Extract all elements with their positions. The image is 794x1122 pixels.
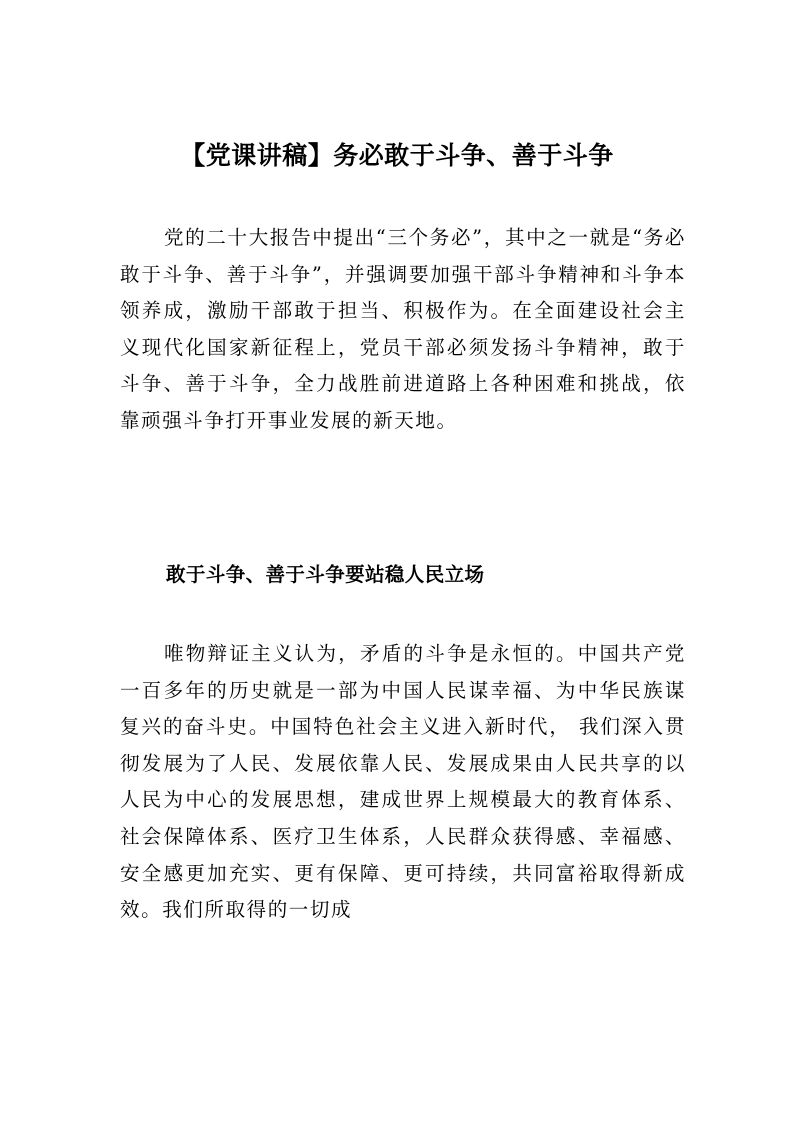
intro-paragraph: 党的二十大报告中提出“三个务必”，其中之一就是“务必敢于斗争、善于斗争”，并强调要加强干部斗争精神和斗争本领养成，激励干部敢于担当、积极作为。在全面建设社会主义现代化国家新征程上，党员干部必须发扬斗争精神，敢于斗争、善于斗争，全力战胜前进道路上各种困难和挑战，依靠顽强斗争打开事业发展的新天地。 [120,226,686,432]
body-paragraph: 唯物辩证主义认为，矛盾的斗争是永恒的。中国共产党一百多年的历史就是一部为中国人民谋幸福、为中华民族谋复兴的奋斗史。中国特色社会主义进入新时代， 我们深入贯彻发展为了人民、发展依靠人民、发展成果由人民共享的以人民为中心的发展思想，建成世界上规模最大的教育体系、社会保障体系、医疗卫生体系，人民群众获得感、幸福感、安全感更加充实、更有保障、更可持续，共同富裕取得新成效。我们所取得的一切成 [120,642,686,922]
document-title: 【党课讲稿】务必敢于斗争、善于斗争 [180,141,614,170]
section-heading: 敢于斗争、善于斗争要站稳人民立场 [166,563,485,586]
